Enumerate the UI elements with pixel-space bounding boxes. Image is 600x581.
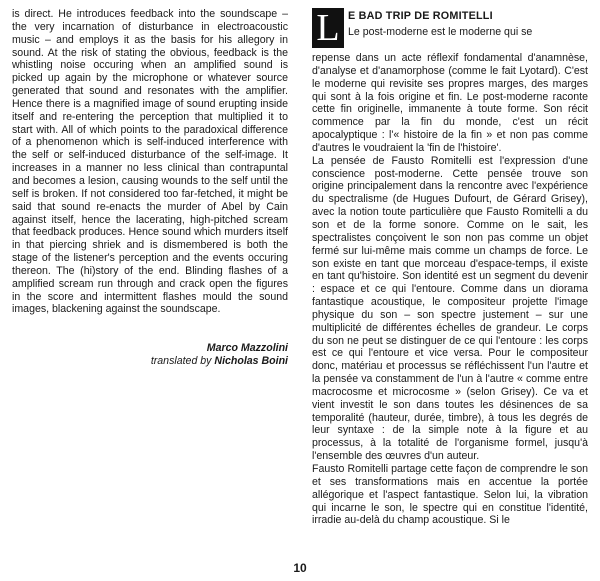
paragraph: Fausto Romitelli partage cette façon de comprendre le son et ses transformations mais en accentue la portée allégorique et l'aspect fantastique. Selon lui, la vibration qui incarne le son, le spectre qui en constitue l'identité, irradie au-delà du champ acoustique. Si le xyxy=(312,463,588,527)
paragraph: repense dans un acte réflexif fondamental d'anamnèse, d'analyse et d'anamorphose (comme le fait Lyotard). C'est le moderne qui revisite ses propres marges, des marges qui sont à la fois origine et fin. Le post-moderne raconte cette fin originelle, immanente à toute forme. Son récit commence par la fin du monde, c'est un récit apocalyptique : l'« histoire de la fin » et non pas comme d'autres le voudraient la 'fin de l'histoire'. xyxy=(312,52,588,154)
article-title: E BAD TRIP DE ROMITELLI xyxy=(348,10,493,22)
translator-name: Nicholas Boini xyxy=(214,355,288,368)
article-heading xyxy=(312,8,588,48)
author-name: Marco Mazzolini xyxy=(206,342,288,355)
byline xyxy=(12,342,288,368)
translated-by-label: translated by xyxy=(150,355,212,368)
right-column xyxy=(312,8,588,527)
page-number: 10 xyxy=(293,561,307,575)
translator-line xyxy=(12,355,288,368)
english-article-text: is direct. He introduces feedback into the soundscape – the very incarnation of disturbance in electroacoustic music – and employs it as the basis for his allegory in sound. At the risk of stating the obvious, feedback is the whistling noise occuring when an amplified sound is picked up again by the microphone or whatever source generated that sound and resonates with the amplifier. Hence there is a magnified image of sound erupting inside itself and re-entering the perception that multiplied it to start with. All of which points to the paradoxical difference of a phenomenon which is self-induced interference with the self or self-induced disturbance of the self-image. It increases in a manner no less clinical than contrapuntal and becomes a lesion, causing wounds to the self until the self is broken. If not considered too far-fetched, it might be said that sound re-enacts the murder of Abel by Cain against itself, hence the lacerating, high-pitched scream that feedback produces. Hence sound which murders itself in that piercing shriek and is dismembered is both the stage of the listener's perception and the events occuring thereon. The (hi)story of the end. Blinding flashes of a amplified scream run through and crack open the figures in the score and intermittent flashes mould the sound images, blackening against the soundscape. xyxy=(12,8,288,316)
left-column xyxy=(12,8,288,368)
paragraph: La pensée de Fausto Romitelli est l'expression d'une conscience post-moderne. Cette pensée trouve son origine principalement dans la rencontre avec l'expérience du spectralisme (de Hugues Dufourt, de Gérard Grisey), avec la notion toute particulière que Fausto Romitelli a du son et de la forme sonore. Comme on le sait, les spectralistes conçoivent le son non pas comme un objet fermé sur lui-même mais comme un champs de force. Le son existe en tant que morceau d'espace-temps, il existe en tant qu'histoire. Son identité est un segment du devenir : espace et ce qui l'entoure. Comme dans un diorama fantastique acoustique, le compositeur projette l'image physique du son – son spectre justement – sur une multiplicité de différentes échelles de grandeur. Le corps du son ne peut se distinguer de ce qui l'entoure : les corps est ce qui l'entoure et vice versa. Pour le compositeur donc, matériau et processus se réfléchissent l'un l'autre et la pensée va constamment de l'un à l'autre « comme entre macrocosme et microcosme » (selon Grisey). Ce va et vient investit le son dans toutes les désinences de sa temporalité (hauteur, durée, timbre), à tous les degrés de leur syntaxe : de la simple note à la figure et au processus, à la totalité de l'organisme formel, jusqu'à l'ensemble des œuvres d'un auteur. xyxy=(312,154,588,463)
lead-line: Le post-moderne est le moderne qui se xyxy=(348,26,533,38)
drop-cap: L xyxy=(312,8,344,48)
